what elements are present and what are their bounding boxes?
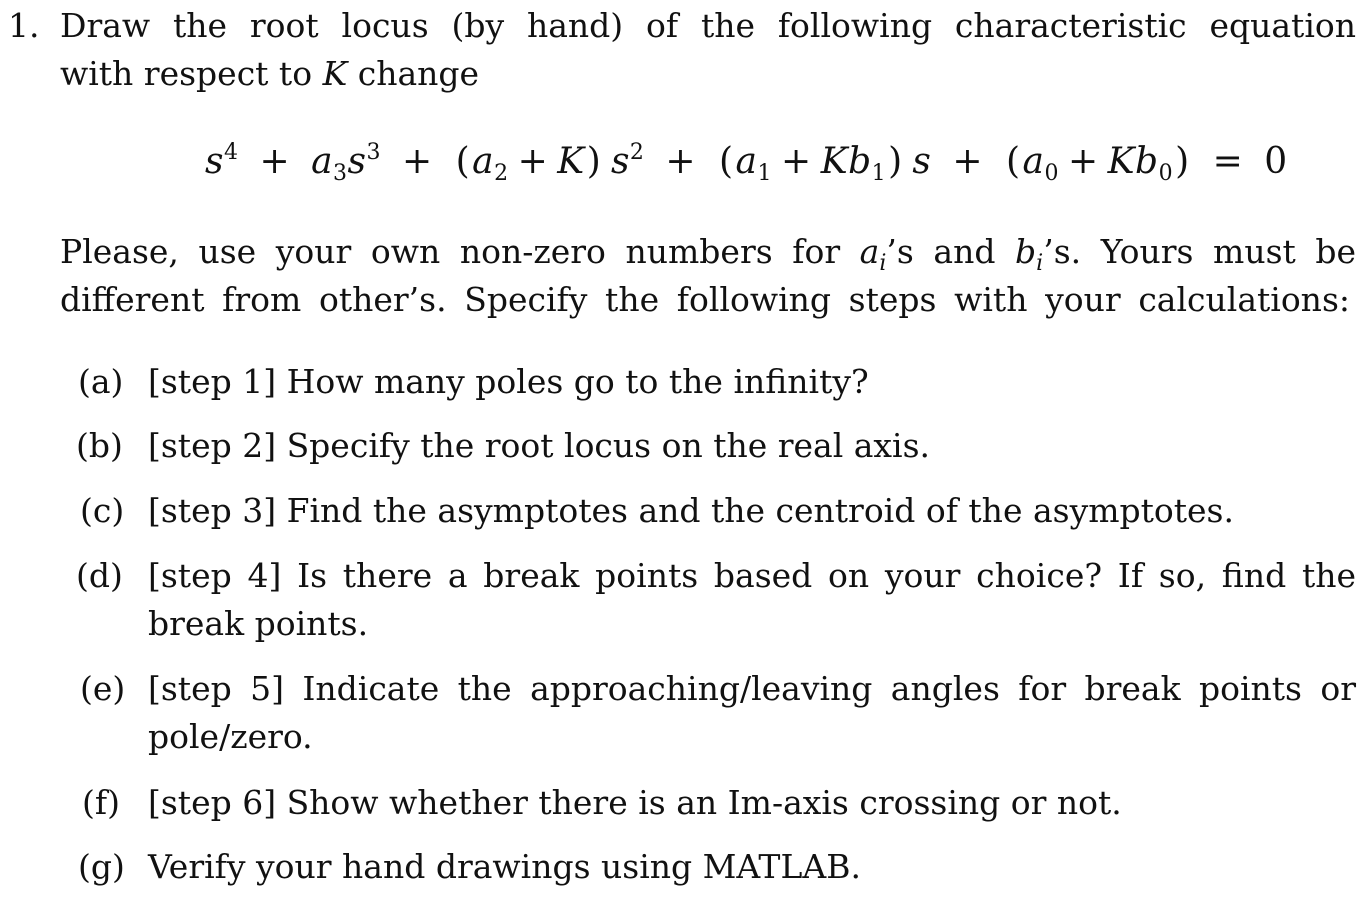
item-label-e: (e) bbox=[80, 669, 126, 708]
eq-sub: 2 bbox=[494, 161, 509, 186]
eq-sub: 3 bbox=[333, 161, 348, 186]
intro-line-2-post: change bbox=[347, 54, 480, 93]
item-text-g: Verify your hand drawings using MATLAB. bbox=[148, 847, 861, 886]
intro-line-2-pre: with respect to bbox=[60, 54, 323, 93]
item-text-c: [step 3] Find the asymptotes and the centroid of the asymptotes. bbox=[148, 491, 1234, 530]
intro-line-1: Draw the root locus (by hand) of the following characteristic equation bbox=[60, 6, 1356, 45]
instruction-line-1 bbox=[60, 232, 1357, 276]
instr-b: b bbox=[1015, 232, 1037, 271]
eq-equals: = bbox=[1212, 141, 1244, 182]
instruction-line-2: different from other’s. Specify the following steps with your calculations: bbox=[60, 280, 1350, 319]
item-label-c: (c) bbox=[80, 491, 125, 530]
eq-paren: ) bbox=[1175, 141, 1190, 182]
eq-rhs: 0 bbox=[1264, 141, 1288, 182]
eq-s: s bbox=[912, 141, 932, 182]
eq-sub: 0 bbox=[1158, 161, 1174, 186]
instr-part-3: ’s. Yours must be bbox=[1043, 232, 1357, 271]
eq-sub: 0 bbox=[1044, 161, 1059, 186]
eq-plus: + bbox=[1067, 141, 1099, 182]
eq-a: a bbox=[311, 141, 334, 182]
eq-plus: + bbox=[781, 141, 812, 182]
eq-paren: ) bbox=[888, 141, 903, 182]
item-text-d: [step 4] Is there a break points based on your choice? If so, find the break points. bbox=[148, 556, 1356, 643]
eq-s: s bbox=[205, 141, 224, 182]
instr-a: a bbox=[859, 232, 880, 271]
eq-s: s bbox=[610, 141, 630, 182]
eq-paren: ( bbox=[719, 141, 734, 182]
eq-paren: ) bbox=[586, 141, 602, 182]
eq-plus: + bbox=[259, 141, 291, 182]
item-label-g: (g) bbox=[78, 847, 125, 886]
item-text-b: [step 2] Specify the root locus on the real axis. bbox=[148, 426, 931, 465]
item-text-f: [step 6] Show whether there is an Im-axis crossing or not. bbox=[148, 783, 1122, 822]
characteristic-equation bbox=[205, 140, 1288, 184]
eq-paren: ( bbox=[1005, 141, 1021, 182]
eq-s: s bbox=[347, 141, 367, 182]
item-text-a: [step 1] How many poles go to the infinity? bbox=[148, 362, 869, 401]
eq-plus: + bbox=[401, 141, 433, 182]
eq-a: a bbox=[735, 141, 758, 182]
item-label-b: (b) bbox=[76, 426, 123, 465]
eq-exp: 3 bbox=[366, 140, 382, 165]
eq-plus: + bbox=[665, 141, 697, 182]
eq-sub: 1 bbox=[871, 161, 887, 186]
eq-K: K bbox=[1107, 141, 1136, 182]
eq-plus: + bbox=[517, 141, 549, 182]
item-label-a: (a) bbox=[78, 362, 124, 401]
eq-exp: 2 bbox=[629, 140, 645, 165]
eq-K: K bbox=[557, 141, 585, 182]
eq-a: a bbox=[1022, 141, 1045, 182]
instr-part-1: Please, use your own non-zero numbers for bbox=[60, 232, 860, 271]
eq-b: b bbox=[1135, 141, 1159, 182]
eq-plus: + bbox=[952, 141, 983, 182]
problem-number: 1. bbox=[8, 6, 40, 45]
instr-a-sub: i bbox=[879, 251, 887, 276]
eq-K: K bbox=[820, 141, 849, 182]
eq-exp: 4 bbox=[223, 140, 239, 165]
instr-b-sub: i bbox=[1036, 251, 1044, 276]
item-label-f: (f) bbox=[82, 783, 120, 822]
instr-part-2: ’s and bbox=[886, 232, 1016, 271]
eq-b: b bbox=[848, 141, 872, 182]
intro-line-2 bbox=[60, 54, 479, 94]
item-text-e: [step 5] Indicate the approaching/leaving angles for break points or pole/zero. bbox=[148, 669, 1356, 756]
item-label-d: (d) bbox=[76, 556, 123, 595]
eq-paren: ( bbox=[455, 141, 471, 182]
eq-a: a bbox=[472, 141, 495, 182]
variable-K: K bbox=[322, 54, 348, 93]
eq-sub: 1 bbox=[757, 161, 773, 186]
